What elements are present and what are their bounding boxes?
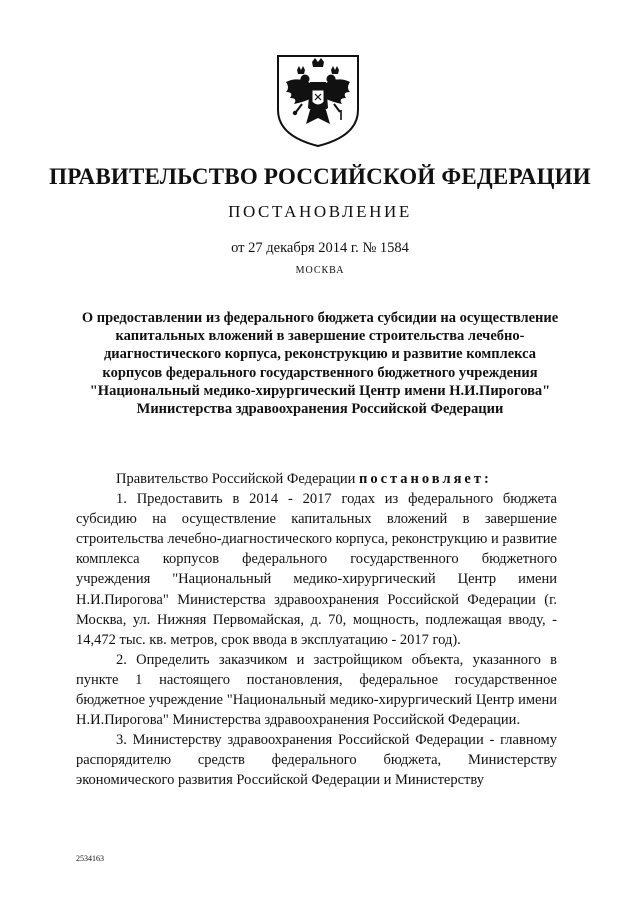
coat-of-arms-emblem xyxy=(272,52,364,148)
preamble-keyword: постановляет: xyxy=(358,471,492,487)
document-number: 1584 xyxy=(379,240,409,256)
number-sign: № xyxy=(362,240,377,256)
preamble-text: Правительство Российской Федерации xyxy=(116,471,356,487)
paragraph-1: 1. Предоставить в 2014 - 2017 годах из федерального бюджета субсидию на осуществление капитальных вложений в завершение строительства лечебно-диагностического корпуса, реконструкцию и развитие комплекса корпусов федерального государственного бюджетного учреждения "Национальный медико-хирургический Центр имени Н.И.Пирогова" Министерства здравоохранения Российской Федерации (г. Москва, ул. Нижняя Первомайская, д. 70, мощность, подлежащая вводу, - 14,472 тыс. кв. метров, срок ввода в эксплуатацию - 2017 год). xyxy=(76,491,557,648)
document-date: 27 декабря 2014 г. xyxy=(248,240,359,256)
paragraph-2: 2. Определить заказчиком и застройщиком объекта, указанного в пункте 1 настоящего постановления, федеральное государственное бюджетное учреждение "Национальный медико-хирургический Центр имени Н.И.Пирогова" Министерства здравоохранения Российской Федерации. xyxy=(76,651,557,729)
document-title: О предоставлении из федерального бюджета субсидии на осуществление капитальных вложений в завершение строительства лечебно-диагностического корпуса, реконструкцию и развитие комплекса корпусов федерального государственного бюджетного учреждения "Национальный медико-хирургический Центр имени Н.И.Пирогова" Министерства здравоохранения Российской Федерации xyxy=(81,310,559,418)
page-code: 2534163 xyxy=(76,854,104,863)
city: МОСКВА xyxy=(295,265,345,276)
date-number-line xyxy=(0,240,640,257)
paragraph-3: 3. Министерству здравоохранения Российской Федерации - главному распорядителю средств федерального бюджета, Министерству экономического развития Российской Федерации и Министерству xyxy=(76,732,557,789)
preamble xyxy=(76,469,557,489)
document-body xyxy=(76,469,557,791)
date-prefix: от xyxy=(231,240,245,256)
document-type: ПОСТАНОВЛЕНИЕ xyxy=(228,202,412,221)
organization-title: ПРАВИТЕЛЬСТВО РОССИЙСКОЙ ФЕДЕРАЦИИ xyxy=(49,164,591,189)
